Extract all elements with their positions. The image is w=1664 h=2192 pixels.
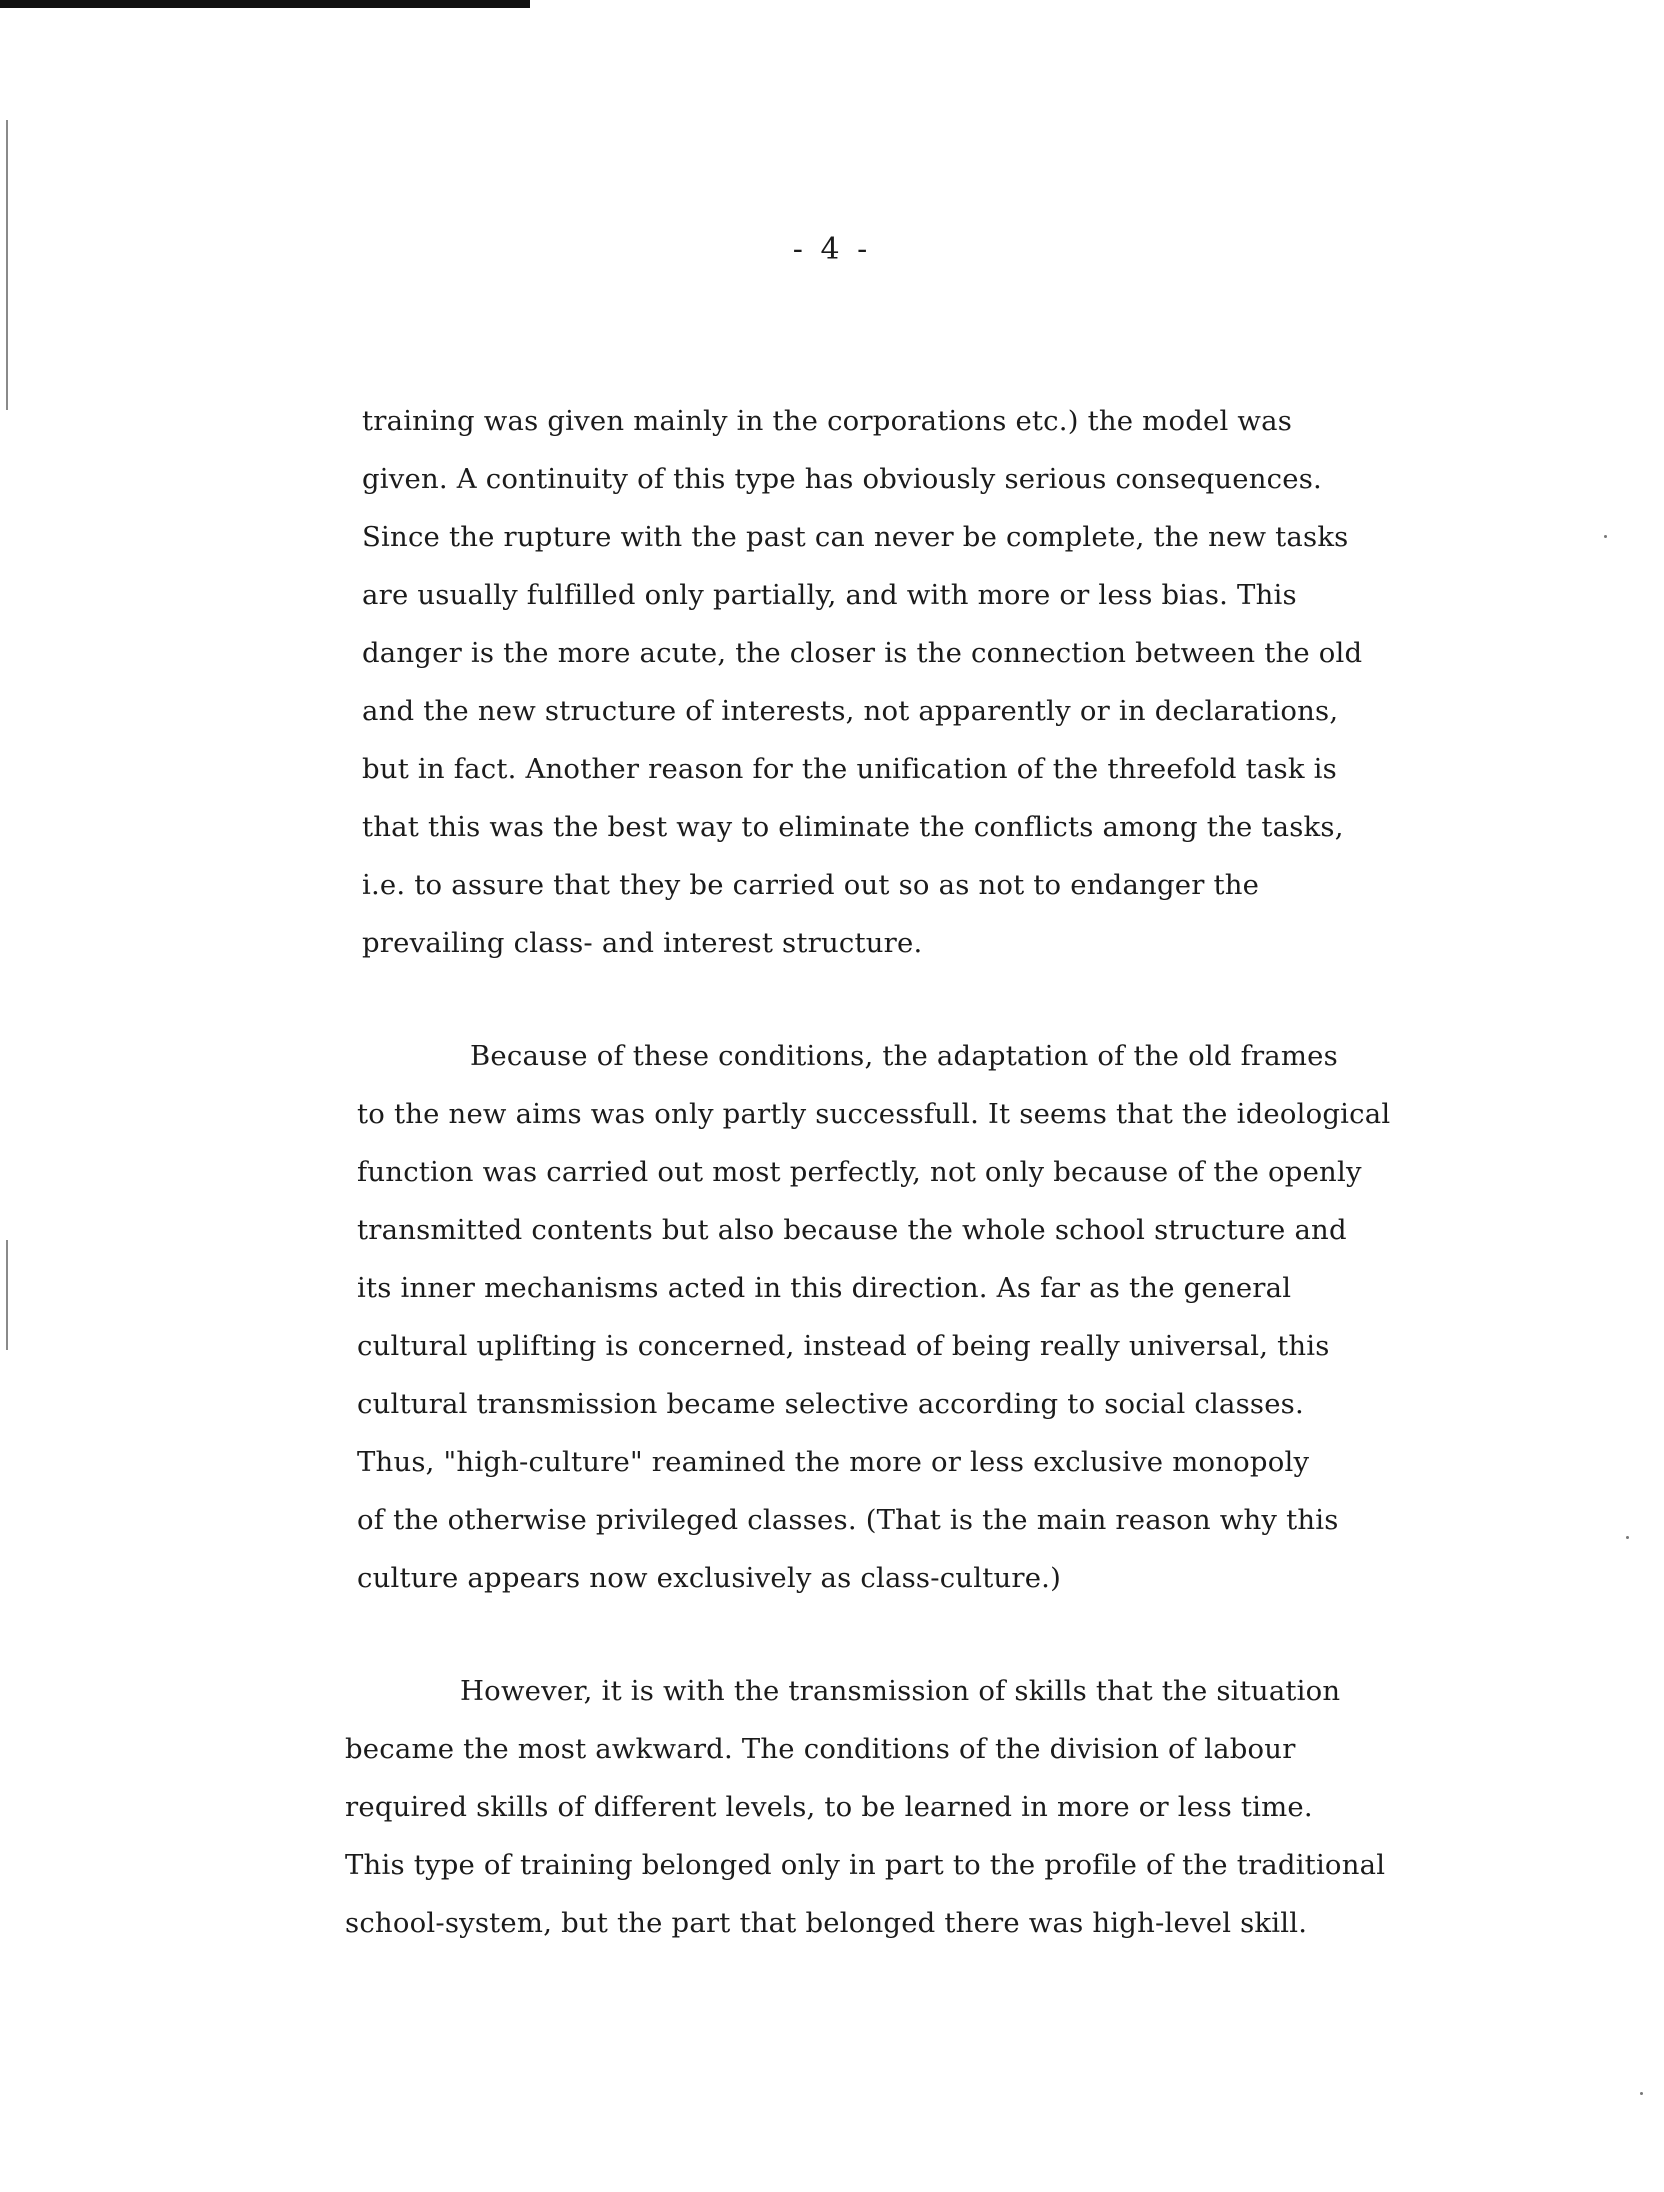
text-line: to the new aims was only partly successfull. It seems that the ideological bbox=[357, 1098, 1391, 1130]
scan-edge-bar bbox=[0, 0, 530, 8]
text-line: required skills of different levels, to be learned in more or less time. bbox=[345, 1791, 1313, 1823]
text-line: and the new structure of interests, not apparently or in declarations, bbox=[362, 695, 1339, 727]
text-line: transmitted contents but also because the whole school structure and bbox=[357, 1214, 1347, 1246]
text-line: Because of these conditions, the adaptation of the old frames bbox=[470, 1040, 1338, 1072]
text-line: prevailing class- and interest structure. bbox=[362, 927, 923, 959]
text-line: danger is the more acute, the closer is the connection between the old bbox=[362, 637, 1363, 669]
text-line: are usually fulfilled only partially, and with more or less bias. This bbox=[362, 579, 1297, 611]
text-line: but in fact. Another reason for the unification of the threefold task is bbox=[362, 753, 1337, 785]
scan-speck bbox=[1626, 1536, 1629, 1539]
text-line: However, it is with the transmission of skills that the situation bbox=[460, 1675, 1341, 1707]
text-line: cultural uplifting is concerned, instead of being really universal, this bbox=[357, 1330, 1330, 1362]
text-line: training was given mainly in the corporations etc.) the model was bbox=[362, 405, 1293, 437]
text-line: of the otherwise privileged classes. (That is the main reason why this bbox=[357, 1504, 1339, 1536]
text-line: cultural transmission became selective according to social classes. bbox=[357, 1388, 1304, 1420]
text-line: This type of training belonged only in part to the profile of the traditional bbox=[345, 1849, 1386, 1881]
scan-speck bbox=[1604, 535, 1607, 538]
text-line: culture appears now exclusively as class-culture.) bbox=[357, 1562, 1062, 1594]
text-line: function was carried out most perfectly, not only because of the openly bbox=[357, 1156, 1362, 1188]
scan-speck bbox=[1640, 2092, 1643, 2095]
page-number: - 4 - bbox=[792, 232, 872, 267]
text-line: school-system, but the part that belonged there was high-level skill. bbox=[345, 1907, 1308, 1939]
text-line: became the most awkward. The conditions of the division of labour bbox=[345, 1733, 1296, 1765]
text-line: its inner mechanisms acted in this direction. As far as the general bbox=[357, 1272, 1292, 1304]
text-line: that this was the best way to eliminate the conflicts among the tasks, bbox=[362, 811, 1344, 843]
text-line: given. A continuity of this type has obviously serious consequences. bbox=[362, 463, 1322, 495]
text-line: Since the rupture with the past can never be complete, the new tasks bbox=[362, 521, 1349, 553]
scan-edge-mark bbox=[6, 1240, 8, 1350]
text-line: i.e. to assure that they be carried out so as not to endanger the bbox=[362, 869, 1260, 901]
text-line: Thus, "high-culture" reamined the more or less exclusive monopoly bbox=[357, 1446, 1310, 1478]
